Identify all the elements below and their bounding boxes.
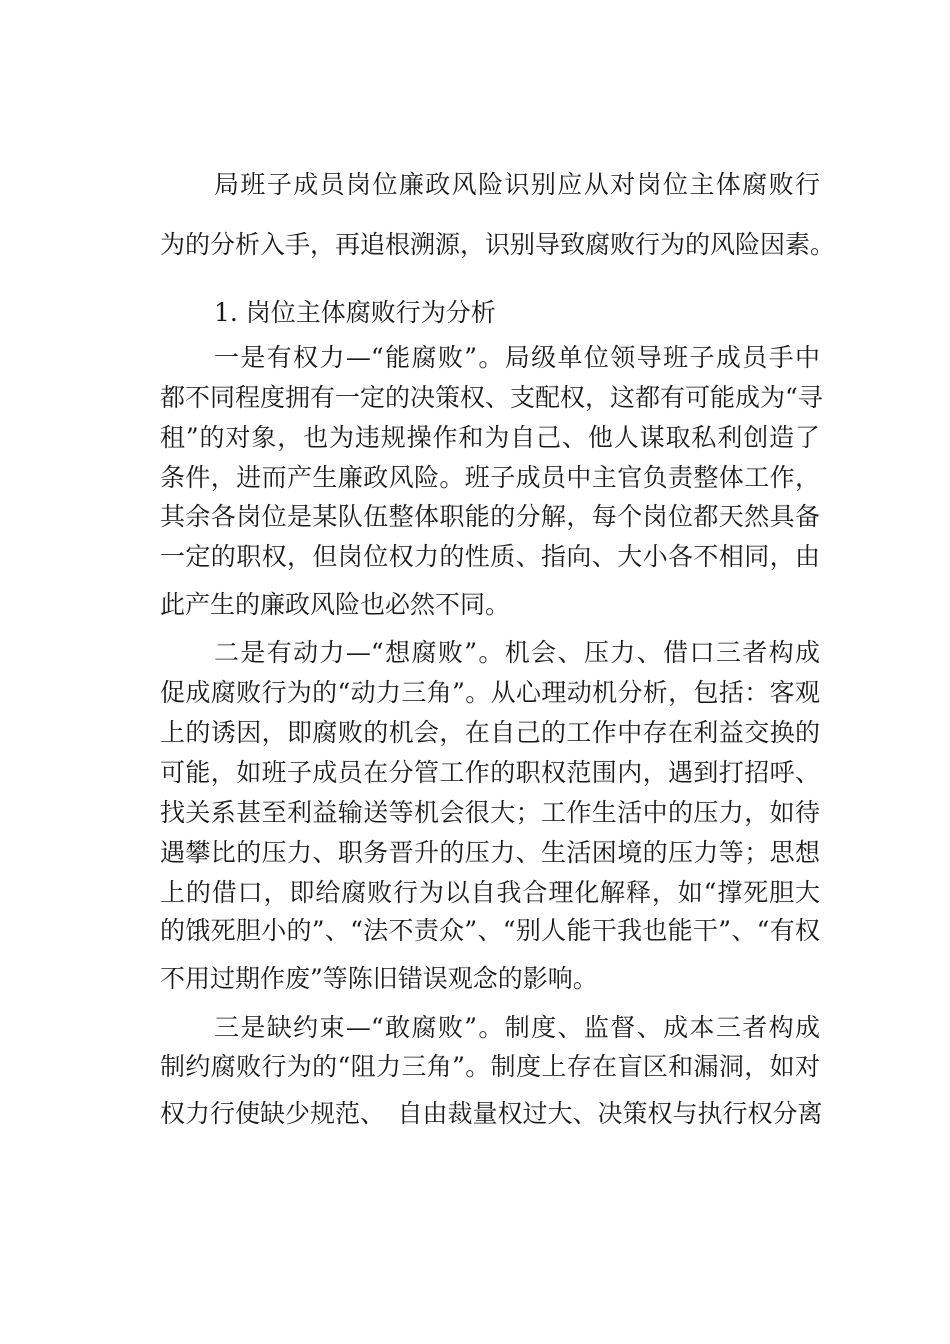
text-line: 可能，如班子成员在分管工作的职权范围内，遇到打招呼、 bbox=[160, 758, 820, 787]
text-line: 促成腐败行为的“动力三角”。从心理动机分析，包括：客观 bbox=[160, 678, 820, 707]
text-line: 找关系甚至利益输送等机会很大；工作生活中的压力，如待 bbox=[160, 798, 820, 827]
text-line: 一定的职权，但岗位权力的性质、指向、大小各不相同，由 bbox=[160, 542, 820, 571]
text-line: 租”的对象，也为违规操作和为自己、他人谋取私利创造了 bbox=[160, 423, 820, 452]
text-line: 局班子成员岗位廉政风险识别应从对岗位主体腐败行 bbox=[214, 170, 820, 199]
section-heading: 1. 岗位主体腐败行为分析 bbox=[214, 298, 496, 327]
text-line: 一是有权力—“能腐败”。局级单位领导班子成员手中 bbox=[214, 343, 820, 372]
text-line: 此产生的廉政风险也必然不同。 bbox=[160, 590, 511, 619]
text-line: 条件，进而产生廉政风险。班子成员中主官负责整体工作， bbox=[160, 463, 820, 492]
text-line: 上的诱因，即腐败的机会，在自己的工作中存在利益交换的 bbox=[160, 718, 820, 747]
text-line: 不用过期作废”等陈旧错误观念的影响。 bbox=[160, 964, 598, 993]
text-line: 二是有动力—“想腐败”。机会、压力、借口三者构成 bbox=[214, 638, 820, 667]
text-line: 制约腐败行为的“阻力三角”。制度上存在盲区和漏洞，如对 bbox=[160, 1052, 820, 1081]
text-line: 都不同程度拥有一定的决策权、支配权，这都有可能成为“寻 bbox=[160, 383, 823, 412]
text-line: 为的分析入手，再追根溯源，识别导致腐败行为的风险因素。 bbox=[160, 230, 836, 259]
text-line: 权力行使缺少规范、 自由裁量权过大、决策权与执行权分离 bbox=[160, 1099, 823, 1128]
text-line: 其余各岗位是某队伍整体职能的分解，每个岗位都天然具备 bbox=[160, 502, 820, 531]
text-line: 三是缺约束—“敢腐败”。制度、监督、成本三者构成 bbox=[214, 1013, 820, 1042]
text-line: 遇攀比的压力、职务晋升的压力、生活困境的压力等；思想 bbox=[160, 838, 820, 867]
text-line: 的饿死胆小的”、“法不责众”、“别人能干我也能干”、“有权 bbox=[160, 916, 820, 945]
text-line: 上的借口，即给腐败行为以自我合理化解释，如“撑死胆大 bbox=[160, 878, 820, 907]
